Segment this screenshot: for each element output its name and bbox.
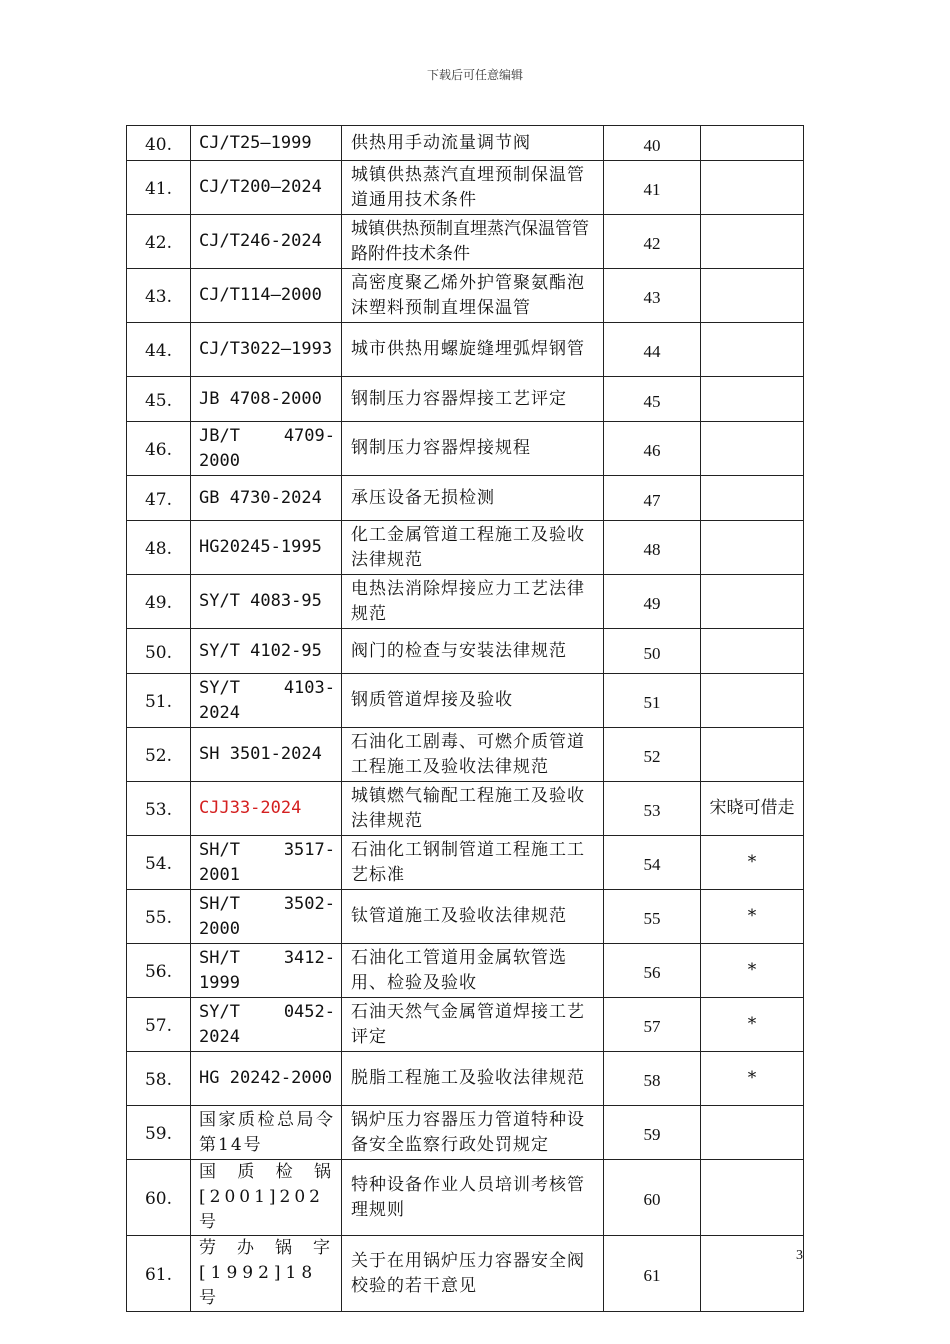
standard-name: 钛管道施工及验收法律规范	[342, 890, 604, 944]
page-ref: 56	[604, 944, 701, 998]
standard-code: SH/T 3502-2000	[191, 890, 342, 944]
row-number: 47.	[127, 476, 191, 521]
table-row	[127, 998, 804, 1052]
table-row	[127, 944, 804, 998]
row-number: 46.	[127, 422, 191, 476]
note	[701, 269, 804, 323]
row-number: 60.	[127, 1160, 191, 1236]
page-ref: 49	[604, 575, 701, 629]
standard-name: 城市供热用螺旋缝埋弧焊钢管	[342, 323, 604, 377]
standard-name: 钢制压力容器焊接工艺评定	[342, 377, 604, 422]
standard-code: JB/T 4709-2000	[191, 422, 342, 476]
note: *	[701, 890, 804, 944]
standard-name: 脱脂工程施工及验收法律规范	[342, 1052, 604, 1106]
page-ref: 57	[604, 998, 701, 1052]
standard-name: 石油化工钢制管道工程施工工艺标准	[342, 836, 604, 890]
standard-code: CJ/T25—1999	[191, 126, 342, 161]
standard-name: 城镇供热预制直埋蒸汽保温管管路附件技术条件	[342, 215, 604, 269]
note	[701, 161, 804, 215]
note	[701, 1236, 804, 1312]
row-number: 57.	[127, 998, 191, 1052]
page-header: 下载后可任意编辑	[426, 68, 523, 82]
page-ref: 45	[604, 377, 701, 422]
row-number: 45.	[127, 377, 191, 422]
table-row	[127, 269, 804, 323]
page-ref: 48	[604, 521, 701, 575]
standard-name: 化工金属管道工程施工及验收法律规范	[342, 521, 604, 575]
standard-name: 高密度聚乙烯外护管聚氨酯泡沫塑料预制直埋保温管	[342, 269, 604, 323]
standard-name: 阀门的检查与安装法律规范	[342, 629, 604, 674]
page-ref: 47	[604, 476, 701, 521]
note	[701, 674, 804, 728]
note	[701, 629, 804, 674]
page-ref: 54	[604, 836, 701, 890]
table-row	[127, 323, 804, 377]
standard-name: 石油天然气金属管道焊接工艺评定	[342, 998, 604, 1052]
standard-code: 劳办锅字[1992]18号	[191, 1236, 342, 1312]
row-number: 58.	[127, 1052, 191, 1106]
note	[701, 1106, 804, 1160]
standard-name: 承压设备无损检测	[342, 476, 604, 521]
standard-code: CJ/T114—2000	[191, 269, 342, 323]
table-row	[127, 629, 804, 674]
row-number: 54.	[127, 836, 191, 890]
page-ref: 46	[604, 422, 701, 476]
standard-code: HG20245-1995	[191, 521, 342, 575]
standard-code: SY/T 0452-2024	[191, 998, 342, 1052]
standard-name: 关于在用锅炉压力容器安全阀校验的若干意见	[342, 1236, 604, 1312]
table-row	[127, 476, 804, 521]
row-number: 55.	[127, 890, 191, 944]
row-number: 48.	[127, 521, 191, 575]
standard-name: 供热用手动流量调节阀	[342, 126, 604, 161]
standard-name: 锅炉压力容器压力管道特种设备安全监察行政处罚规定	[342, 1106, 604, 1160]
note	[701, 215, 804, 269]
row-number: 44.	[127, 323, 191, 377]
page-ref: 41	[604, 161, 701, 215]
note: *	[701, 998, 804, 1052]
page-ref: 40	[604, 126, 701, 161]
standard-code: SY/T 4103-2024	[191, 674, 342, 728]
note	[701, 575, 804, 629]
note	[701, 422, 804, 476]
standard-code: HG 20242-2000	[191, 1052, 342, 1106]
page-ref: 51	[604, 674, 701, 728]
standard-code: SH/T 3412-1999	[191, 944, 342, 998]
table-row	[127, 728, 804, 782]
note	[701, 521, 804, 575]
note: *	[701, 1052, 804, 1106]
page-ref: 59	[604, 1106, 701, 1160]
row-number: 43.	[127, 269, 191, 323]
row-number: 61.	[127, 1236, 191, 1312]
note	[701, 476, 804, 521]
page-ref: 60	[604, 1160, 701, 1236]
row-number: 49.	[127, 575, 191, 629]
row-number: 51.	[127, 674, 191, 728]
table-row	[127, 1236, 804, 1312]
standard-code: SY/T 4083-95	[191, 575, 342, 629]
row-number: 40.	[127, 126, 191, 161]
table-row	[127, 377, 804, 422]
note: *	[701, 944, 804, 998]
table-row	[127, 126, 804, 161]
standard-name: 城镇燃气输配工程施工及验收法律规范	[342, 782, 604, 836]
table-row	[127, 836, 804, 890]
table-row	[127, 422, 804, 476]
standard-code: SY/T 4102-95	[191, 629, 342, 674]
standard-name: 石油化工剧毒、可燃介质管道工程施工及验收法律规范	[342, 728, 604, 782]
standard-code: CJ/T3022—1993	[191, 323, 342, 377]
table-row	[127, 782, 804, 836]
page-number: 3	[796, 1248, 803, 1263]
table-row	[127, 215, 804, 269]
page-ref: 42	[604, 215, 701, 269]
row-number: 41.	[127, 161, 191, 215]
page-ref: 55	[604, 890, 701, 944]
row-number: 56.	[127, 944, 191, 998]
page-ref: 61	[604, 1236, 701, 1312]
table-row	[127, 674, 804, 728]
note	[701, 728, 804, 782]
standard-name: 钢质管道焊接及验收	[342, 674, 604, 728]
row-number: 59.	[127, 1106, 191, 1160]
standard-code: 国家质检总局令第14号	[191, 1106, 342, 1160]
standard-code: SH 3501-2024	[191, 728, 342, 782]
note	[701, 377, 804, 422]
standard-name: 特种设备作业人员培训考核管理规则	[342, 1160, 604, 1236]
row-number: 53.	[127, 782, 191, 836]
row-number: 42.	[127, 215, 191, 269]
table-row	[127, 1052, 804, 1106]
note	[701, 126, 804, 161]
standard-code: GB 4730-2024	[191, 476, 342, 521]
standard-code: JB 4708-2000	[191, 377, 342, 422]
row-number: 50.	[127, 629, 191, 674]
standard-code: SH/T 3517-2001	[191, 836, 342, 890]
table-row	[127, 1106, 804, 1160]
page-ref: 44	[604, 323, 701, 377]
page-ref: 53	[604, 782, 701, 836]
standard-code: 国质检锅[2001]202号	[191, 1160, 342, 1236]
table-row	[127, 161, 804, 215]
table-row	[127, 1160, 804, 1236]
note	[701, 323, 804, 377]
page-ref: 52	[604, 728, 701, 782]
page-ref: 58	[604, 1052, 701, 1106]
standard-code: CJJ33-2024	[191, 782, 342, 836]
table-row	[127, 575, 804, 629]
page-ref: 50	[604, 629, 701, 674]
note: *	[701, 836, 804, 890]
row-number: 52.	[127, 728, 191, 782]
standard-name: 石油化工管道用金属软管选用、检验及验收	[342, 944, 604, 998]
note	[701, 1160, 804, 1236]
standard-name: 城镇供热蒸汽直埋预制保温管道通用技术条件	[342, 161, 604, 215]
table-row	[127, 521, 804, 575]
standard-code: CJ/T246-2024	[191, 215, 342, 269]
table-row	[127, 890, 804, 944]
standard-name: 钢制压力容器焊接规程	[342, 422, 604, 476]
standard-code: CJ/T200—2024	[191, 161, 342, 215]
page-ref: 43	[604, 269, 701, 323]
standards-table	[126, 125, 804, 1312]
standard-name: 电热法消除焊接应力工艺法律规范	[342, 575, 604, 629]
note: 宋晓可借走	[701, 782, 804, 836]
